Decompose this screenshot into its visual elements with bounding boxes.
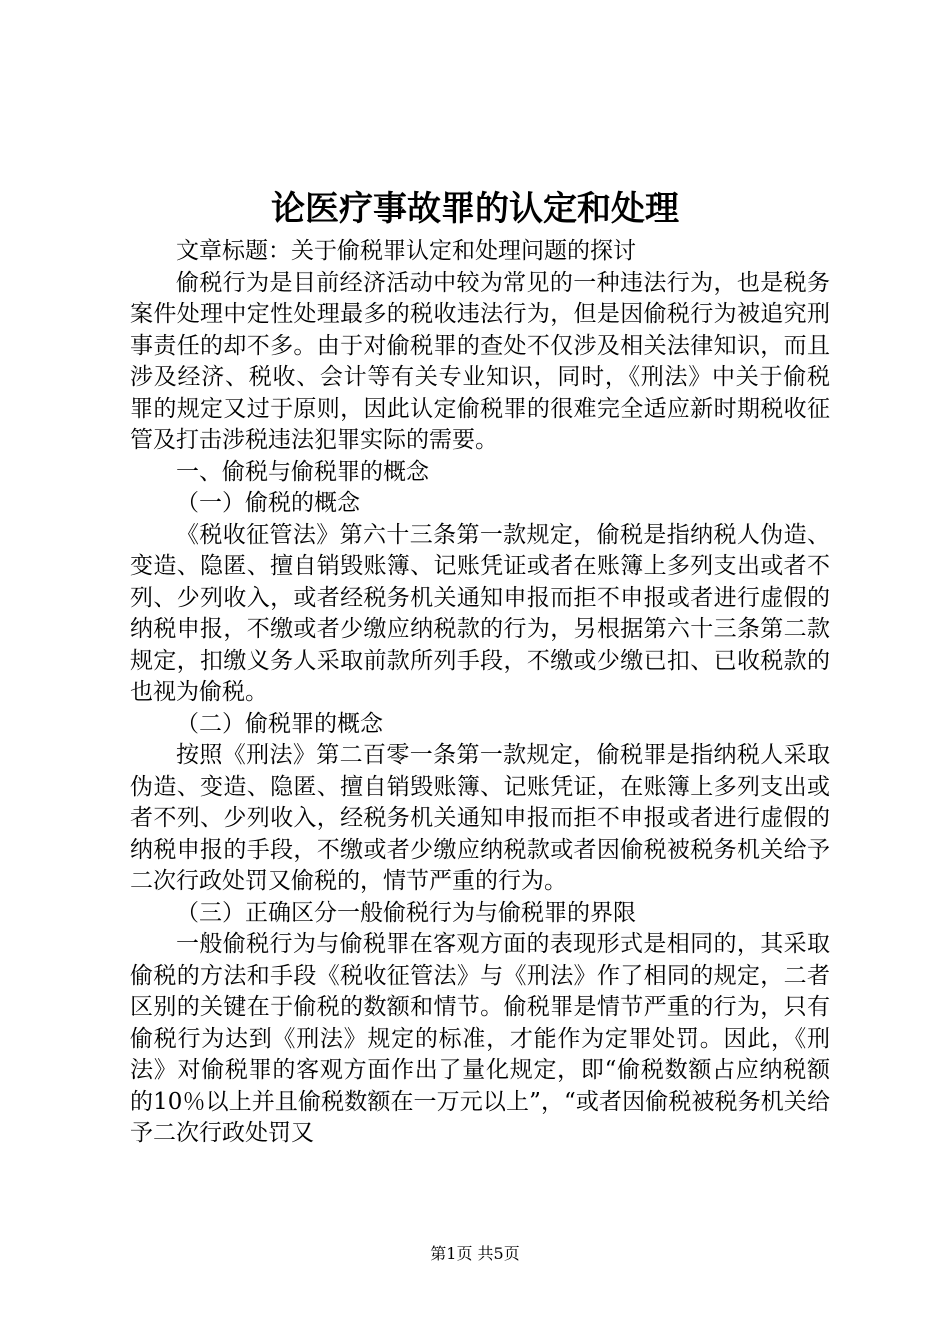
body-paragraph: 按照《刑法》第二百零一条第一款规定，偷税罪是指纳税人采取伪造、变造、隐匿、擅自销毁账簿、记账凭证，在账簿上多列支出或者不列、少列收入，经税务机关通知申报而拒不申报或者进行虚假的纳税申报的手段，不缴或者少缴应纳税款或者因偷税被税务机关给予二次行政处罚又偷税的，情节严重的行为。: [130, 742, 830, 894]
document-body: [130, 236, 830, 1150]
article-subtitle: 文章标题：关于偷税罪认定和处理问题的探讨: [176, 238, 636, 264]
document-title: 论医疗事故罪的认定和处理: [271, 189, 679, 229]
section-heading-1: 一、偷税与偷税罪的概念: [176, 458, 429, 485]
subsection-heading-1: （一）偷税的概念: [176, 490, 360, 516]
subsection-heading-3: （三）正确区分一般偷税行为与偷税罪的界限: [176, 899, 636, 926]
body-paragraph: 一般偷税行为与偷税罪在客观方面的表现形式是相同的，其采取偷税的方法和手段《税收征管法》与《刑法》作了相同的规定，二者区别的关键在于偷税的数额和情节。偷税罪是情节严重的行为，只有偷税行为达到《刑法》规定的标准，才能作为定罪处罚。因此，《刑法》对偷税罪的客观方面作出了量化规定，即“偷税数额占应纳税额的10％以上并且偷税数额在一万元以上”，“或者因偷税被税务机关给予二次行政处罚又: [130, 931, 830, 1146]
page-footer: 第1页 共5页: [430, 1244, 520, 1263]
body-paragraph: 《税收征管法》第六十三条第一款规定，偷税是指纳税人伪造、变造、隐匿、擅自销毁账簿、记账凭证或者在账簿上多列支出或者不列、少列收入，或者经税务机关通知申报而拒不申报或者进行虚假的纳税申报，不缴或者少缴应纳税款的行为，另根据第六十三条第二款规定，扣缴义务人采取前款所列手段，不缴或少缴已扣、已收税款的也视为偷税。: [130, 521, 830, 705]
intro-paragraph: 偷税行为是目前经济活动中较为常见的一种违法行为，也是税务案件处理中定性处理最多的税收违法行为，但是因偷税行为被追究刑事责任的却不多。由于对偷税罪的查处不仅涉及相关法律知识，而且涉及经济、税收、会计等有关专业知识，同时，《刑法》中关于偷税罪的规定又过于原则，因此认定偷税罪的很难完全适应新时期税收征管及打击涉税违法犯罪实际的需要。: [130, 269, 830, 453]
subsection-heading-2: （二）偷税罪的概念: [176, 710, 383, 737]
